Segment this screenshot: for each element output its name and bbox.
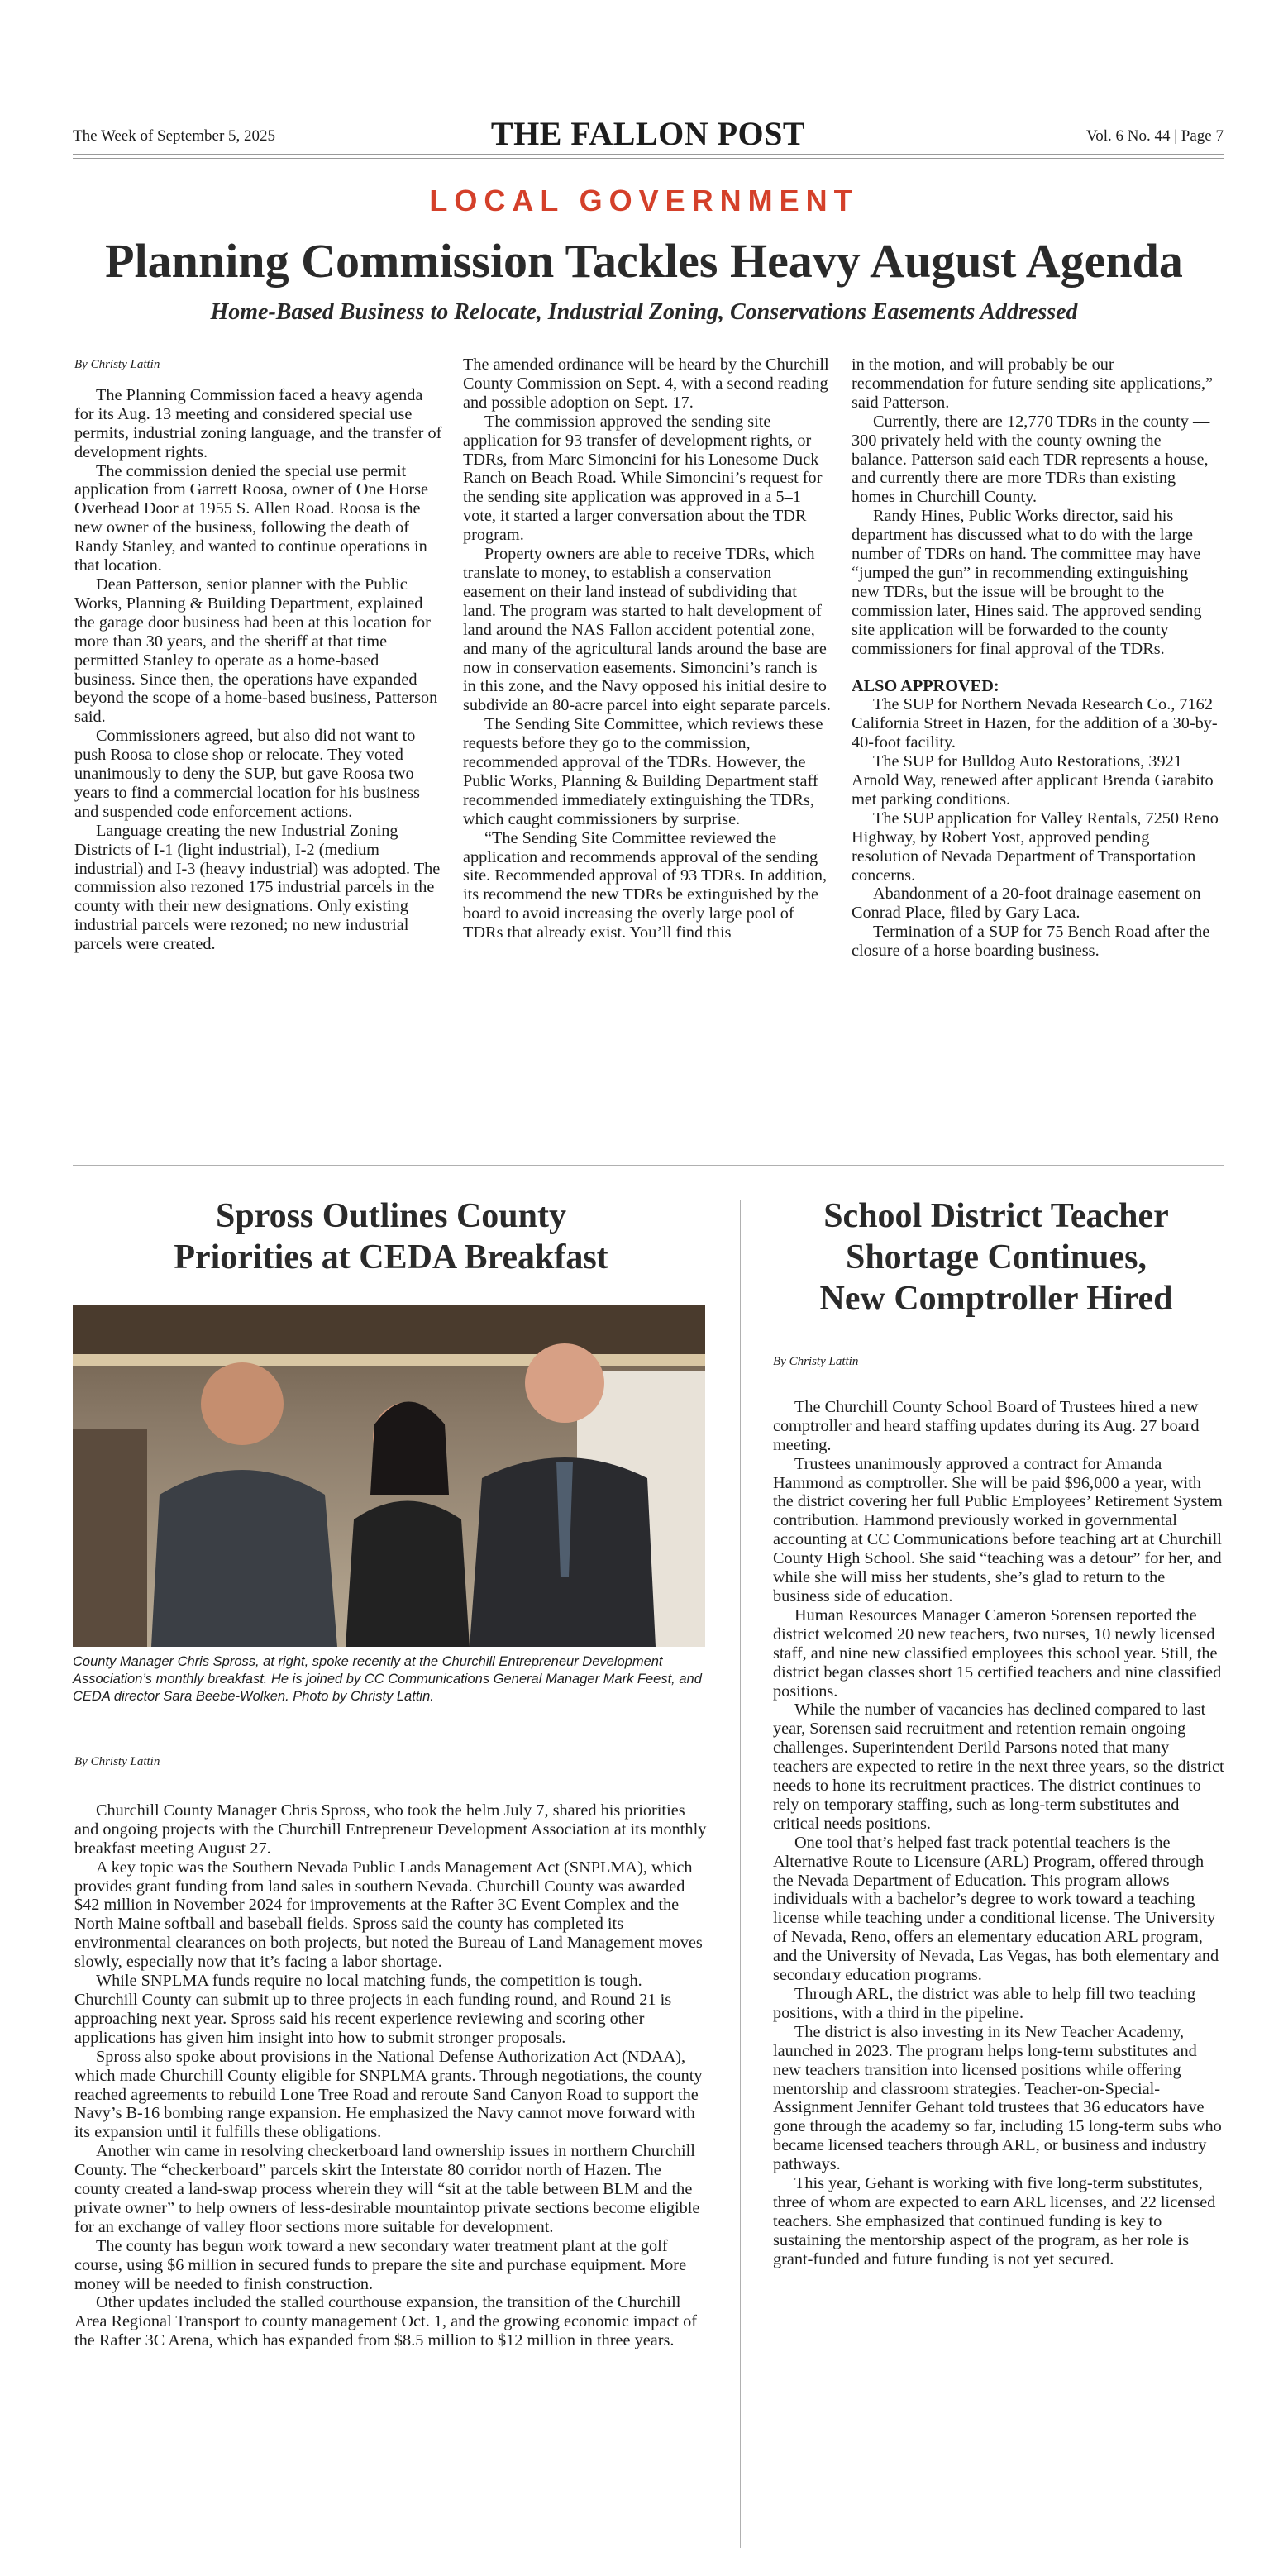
paragraph: One tool that’s helped fast track potential teachers is the Alternative Route to Licensure (ARL) Program, offered through the Nevada Department of Education. This program allows individuals with a bachelor’s degree to work toward a teaching license while teaching under a conditional license. The University of Nevada, Reno, offers an elementary education ARL program, and the University of Nevada, Las Vegas, has both elementary and secondary education programs. [773, 1833, 1219, 1985]
also-approved-label: ALSO APPROVED: [852, 676, 999, 695]
paragraph: The district is also investing in its New Teacher Academy, launched in 2023. The program helps long-term substitutes and new teachers transition into licensed positions while offering mentorship and classroom strategies. Teacher-on-Special-Assignment Jennifer Gehant told trustees that 36 educators have gone through the academy so far, including 15 long-term subs who became licensed teachers through ARL, or business and industry pathways. [773, 2022, 1222, 2174]
lead-byline: By Christy Lattin [74, 358, 160, 371]
lead-column-2 [463, 355, 832, 942]
paragraph: Language creating the new Industrial Zoning Districts of I-1 (light industrial), I-2 (medium industrial) and I-3 (heavy industrial) was adopted. The commission also rezoned 175 industrial parcels in the county with their new designations. Only existing industrial parcels were rezoned; no new industrial parcels were created. [74, 821, 441, 954]
section-label: LOCAL GOVERNMENT [429, 184, 859, 217]
paragraph: Property owners are able to receive TDRs, which translate to money, to establish a conservation easement on their land instead of subdividing that land. The program was started to halt development of land around the NAS Fallon accident potential zone, and many of the agricultural lands around the base are now in conservation easements. Simoncini’s ranch is in this zone, and the Navy opposed his initial desire to subdivide an 80-acre parcel into eight separate parcels. [463, 545, 831, 715]
paragraph: Currently, there are 12,770 TDRs in the county — 300 privately held with the county owning the balance. Patterson said each TDR represents a house, and currently there are more TDRs than existing homes in Churchill County. [852, 412, 1210, 507]
paragraph: Commissioners agreed, but also did not want to push Roosa to close shop or relocate. They voted unanimously to deny the SUP, but gave Roosa two years to find a commercial location for his business and suspended code enforcement actions. [74, 727, 420, 821]
list-item: The SUP for Northern Nevada Research Co., 7162 California Street in Hazen, for the addition of a 30-by-40-foot facility. [852, 695, 1218, 752]
paragraph: The Sending Site Committee, which reviews these requests before they go to the commission, recommended approval of the TDRs. However, the Public Works, Planning & Building Department staff recommended immediately extinguishing the TDRs, which caught commissioners by surprise. [463, 715, 823, 828]
paragraph: A key topic was the Southern Nevada Public Lands Management Act (SNPLMA), which provides grant funding from land sales in southern Nevada. Churchill County was awarded $42 million in November 2024 for improvements at the Rafter 3C Event Complex and the North Maine softball and baseball fields. Spross said the county has completed its environmental clearances on both projects, but noted the Bureau of Land Management moves slowly, especially now that it’s facing a labor shortage. [74, 1858, 703, 1972]
paragraph: Human Resources Manager Cameron Sorensen reported the district welcomed 20 new teachers, two nurses, 10 newly licensed staff, and nine new classified employees this school year. Still, the district began classes short 15 certified teachers and nine classified positions. [773, 1605, 1222, 1701]
paragraph: While the number of vacancies has declined compared to last year, Sorensen said recruitment and retention remain ongoing challenges. Superintendent Derild Parsons noted that many teachers are expected to retire in the next three years, so the district needs to hone its recruitment practices. The district continues to rely on temporary staffing, such as long-term substitutes and critical needs positions. [773, 1701, 1224, 1833]
spross-byline: By Christy Lattin [74, 1755, 160, 1768]
paragraph: This year, Gehant is working with five long-term substitutes, three of whom are expected to earn ARL licenses, and 22 licensed teachers. She emphasized that continued funding is key to sustaining the mentorship aspect of the program, as her role is grant-funded and future funding is not yet secured. [773, 2174, 1216, 2268]
photo-caption: County Manager Chris Spross, at right, spoke recently at the Churchill Entrepreneur Development Association’s monthly breakfast. He is joined by CC Communications General Manager Mark Feest, and CEDA director Sara Beebe-Wolken. Photo by Christy Lattin. [73, 1654, 702, 1704]
paragraph: Dean Patterson, senior planner with the Public Works, Planning & Building Department, explained the garage door business had been at this location for more than 30 years, and the sheriff at that time permitted Stanley to operate as a home-based business. Since then, the operations have expanded beyond the scope of a home-based business, Patterson said. [74, 575, 438, 727]
issue-date: The Week of September 5, 2025 [73, 127, 276, 145]
school-district-headline: School District Teacher Shortage Continues, New Comptroller Hired [819, 1197, 1173, 1318]
paragraph: The Churchill County School Board of Trustees hired a new comptroller and heard staffing updates during its Aug. 27 board meeting. [773, 1397, 1200, 1454]
paragraph: The county has begun work toward a new secondary water treatment plant at the golf course, using $6 million in secured funds to prepare the site and purchase equipment. More money will be needed to finish construction. [74, 2236, 687, 2293]
paragraph: Churchill County Manager Chris Spross, who took the helm July 7, shared his priorities and ongoing projects with the Churchill Entrepreneur Development Association at its monthly breakfast meeting August 27. [74, 1801, 707, 1858]
list-item: The SUP for Bulldog Auto Restorations, 3921 Arnold Way, renewed after applicant Brenda Garabito met parking conditions. [852, 752, 1214, 809]
school-district-body [773, 1352, 1224, 2269]
paragraph: Spross also spoke about provisions in the National Defense Authorization Act (NDAA), which made Churchill County eligible for SNPLMA grants. Through negotiations, the county reached agreements to rebuild Lone Tree Road and reroute Sand Canyon Road to support the Navy’s B-16 bombing range expansion. He emphasized the Navy cannot move forward with its expansion until it fulfills these obligations. [74, 2047, 703, 2142]
paragraph: Through ARL, the district was able to help fill two teaching positions, with a third in the pipeline. [773, 1985, 1195, 2022]
volume-page: Vol. 6 No. 44 | Page 7 [1085, 127, 1224, 145]
paragraph: The Planning Commission faced a heavy agenda for its Aug. 13 meeting and considered special use permits, industrial zoning language, and the transfer of development rights. [74, 385, 442, 461]
list-item: Termination of a SUP for 75 Bench Road after the closure of a horse boarding business. [852, 923, 1210, 961]
list-item: Abandonment of a 20-foot drainage easement on Conrad Place, filed by Gary Laca. [852, 885, 1201, 923]
masthead-rule-top [73, 154, 1224, 155]
spross-headline: Spross Outlines County Priorities at CEDA Breakfast [174, 1197, 608, 1276]
lead-deck: Home-Based Business to Relocate, Industrial Zoning, Conservations Easements Addressed [210, 299, 1078, 325]
ceda-breakfast-photo [73, 1305, 705, 1647]
lead-column-3 [852, 355, 1220, 961]
paragraph: While SNPLMA funds require no local matching funds, the competition is tough. Churchill County can submit up to three projects in each funding round, and Round 21 is approaching next year. Spross said his recent experience reviewing and scoring other applications has given him insight into how to submit stronger proposals. [74, 1972, 672, 2047]
masthead-rule-bottom [73, 158, 1224, 159]
paragraph: Another win came in resolving checkerboard land ownership issues in northern Churchill County. The “checkerboard” parcels skirt the Interstate 80 corridor north of Hazen. The county created a land-swap process wherein they will “sit at the table between BLM and the private owner” to help owners of less-desirable mountaintop private sections become eligible for an exchange of valley floor sections more suitable for development. [74, 2142, 700, 2236]
paragraph: Randy Hines, Public Works director, said his department has discussed what to do with the large number of TDRs on hand. The committee may have “jumped the gun” in recommending extinguishing new TDRs, but the issue will be brought to the commission later, Hines said. The approved sending site application will be forwarded to the county commissioners for final approval of the TDRs. [852, 507, 1202, 658]
paragraph: “The Sending Site Committee reviewed the application and recommends approval of the sending site. Recommended approval of 93 TDRs. In addition, its recommend the new TDRs be extinguished by the board to avoid increasing the overly large pool of TDRs that already exist. You’ll find this [463, 828, 828, 942]
section-divider [73, 1165, 1224, 1166]
lead-column-1 [74, 355, 443, 954]
spross-body [74, 1753, 708, 2350]
paragraph: The commission approved the sending site application for 93 transfer of development rights, or TDRs, from Marc Simoncini for his Lonesome Duck Ranch on Beach Road. While Simoncini’s request for the sending site application was approved in a 5–1 vote, it started a larger conversation about the TDR program. [463, 412, 823, 545]
paragraph: The commission denied the special use permit application from Garrett Roosa, owner of One Horse Overhead Door at 1955 S. Allen Road. Roosa is the new owner of the business, following the death of Randy Stanley, and wanted to continue operations in that location. [74, 461, 429, 575]
paragraph: Trustees unanimously approved a contract for Amanda Hammond as comptroller. She will be paid $96,000 a year, with the district covering her full Public Employees’ Retirement System contribution. Hammond previously worked in governmental accounting at CC Communications before teaching art at Churchill County High School. She said “teaching was a detour” for her, and while she will miss her students, she’s glad to return to the business side of education. [773, 1454, 1223, 1605]
school-district-byline: By Christy Lattin [773, 1355, 859, 1368]
list-item: The SUP application for Valley Rentals, 7250 Reno Highway, by Robert Yost, approved pending resolution of Nevada Department of Transportation concerns. [852, 809, 1219, 885]
paragraph: Other updates included the stalled courthouse expansion, the transition of the Churchill Area Regional Transport to county management Oct. 1, and the growing economic impact of the Rafter 3C Arena, which has expanded from $8.5 million to $12 million in three years. [74, 2293, 698, 2350]
lead-headline: Planning Commission Tackles Heavy August Agenda [105, 234, 1183, 288]
newspaper-title: THE FALLON POST [490, 115, 806, 152]
column-divider [740, 1200, 741, 2548]
paragraph: The amended ordinance will be heard by the Churchill County Commission on Sept. 4, with a second reading and possible adoption on Sept. 17. [463, 355, 829, 412]
paragraph: in the motion, and will probably be our recommendation for future sending site applications,” said Patterson. [852, 355, 1214, 412]
masthead [73, 114, 1224, 159]
